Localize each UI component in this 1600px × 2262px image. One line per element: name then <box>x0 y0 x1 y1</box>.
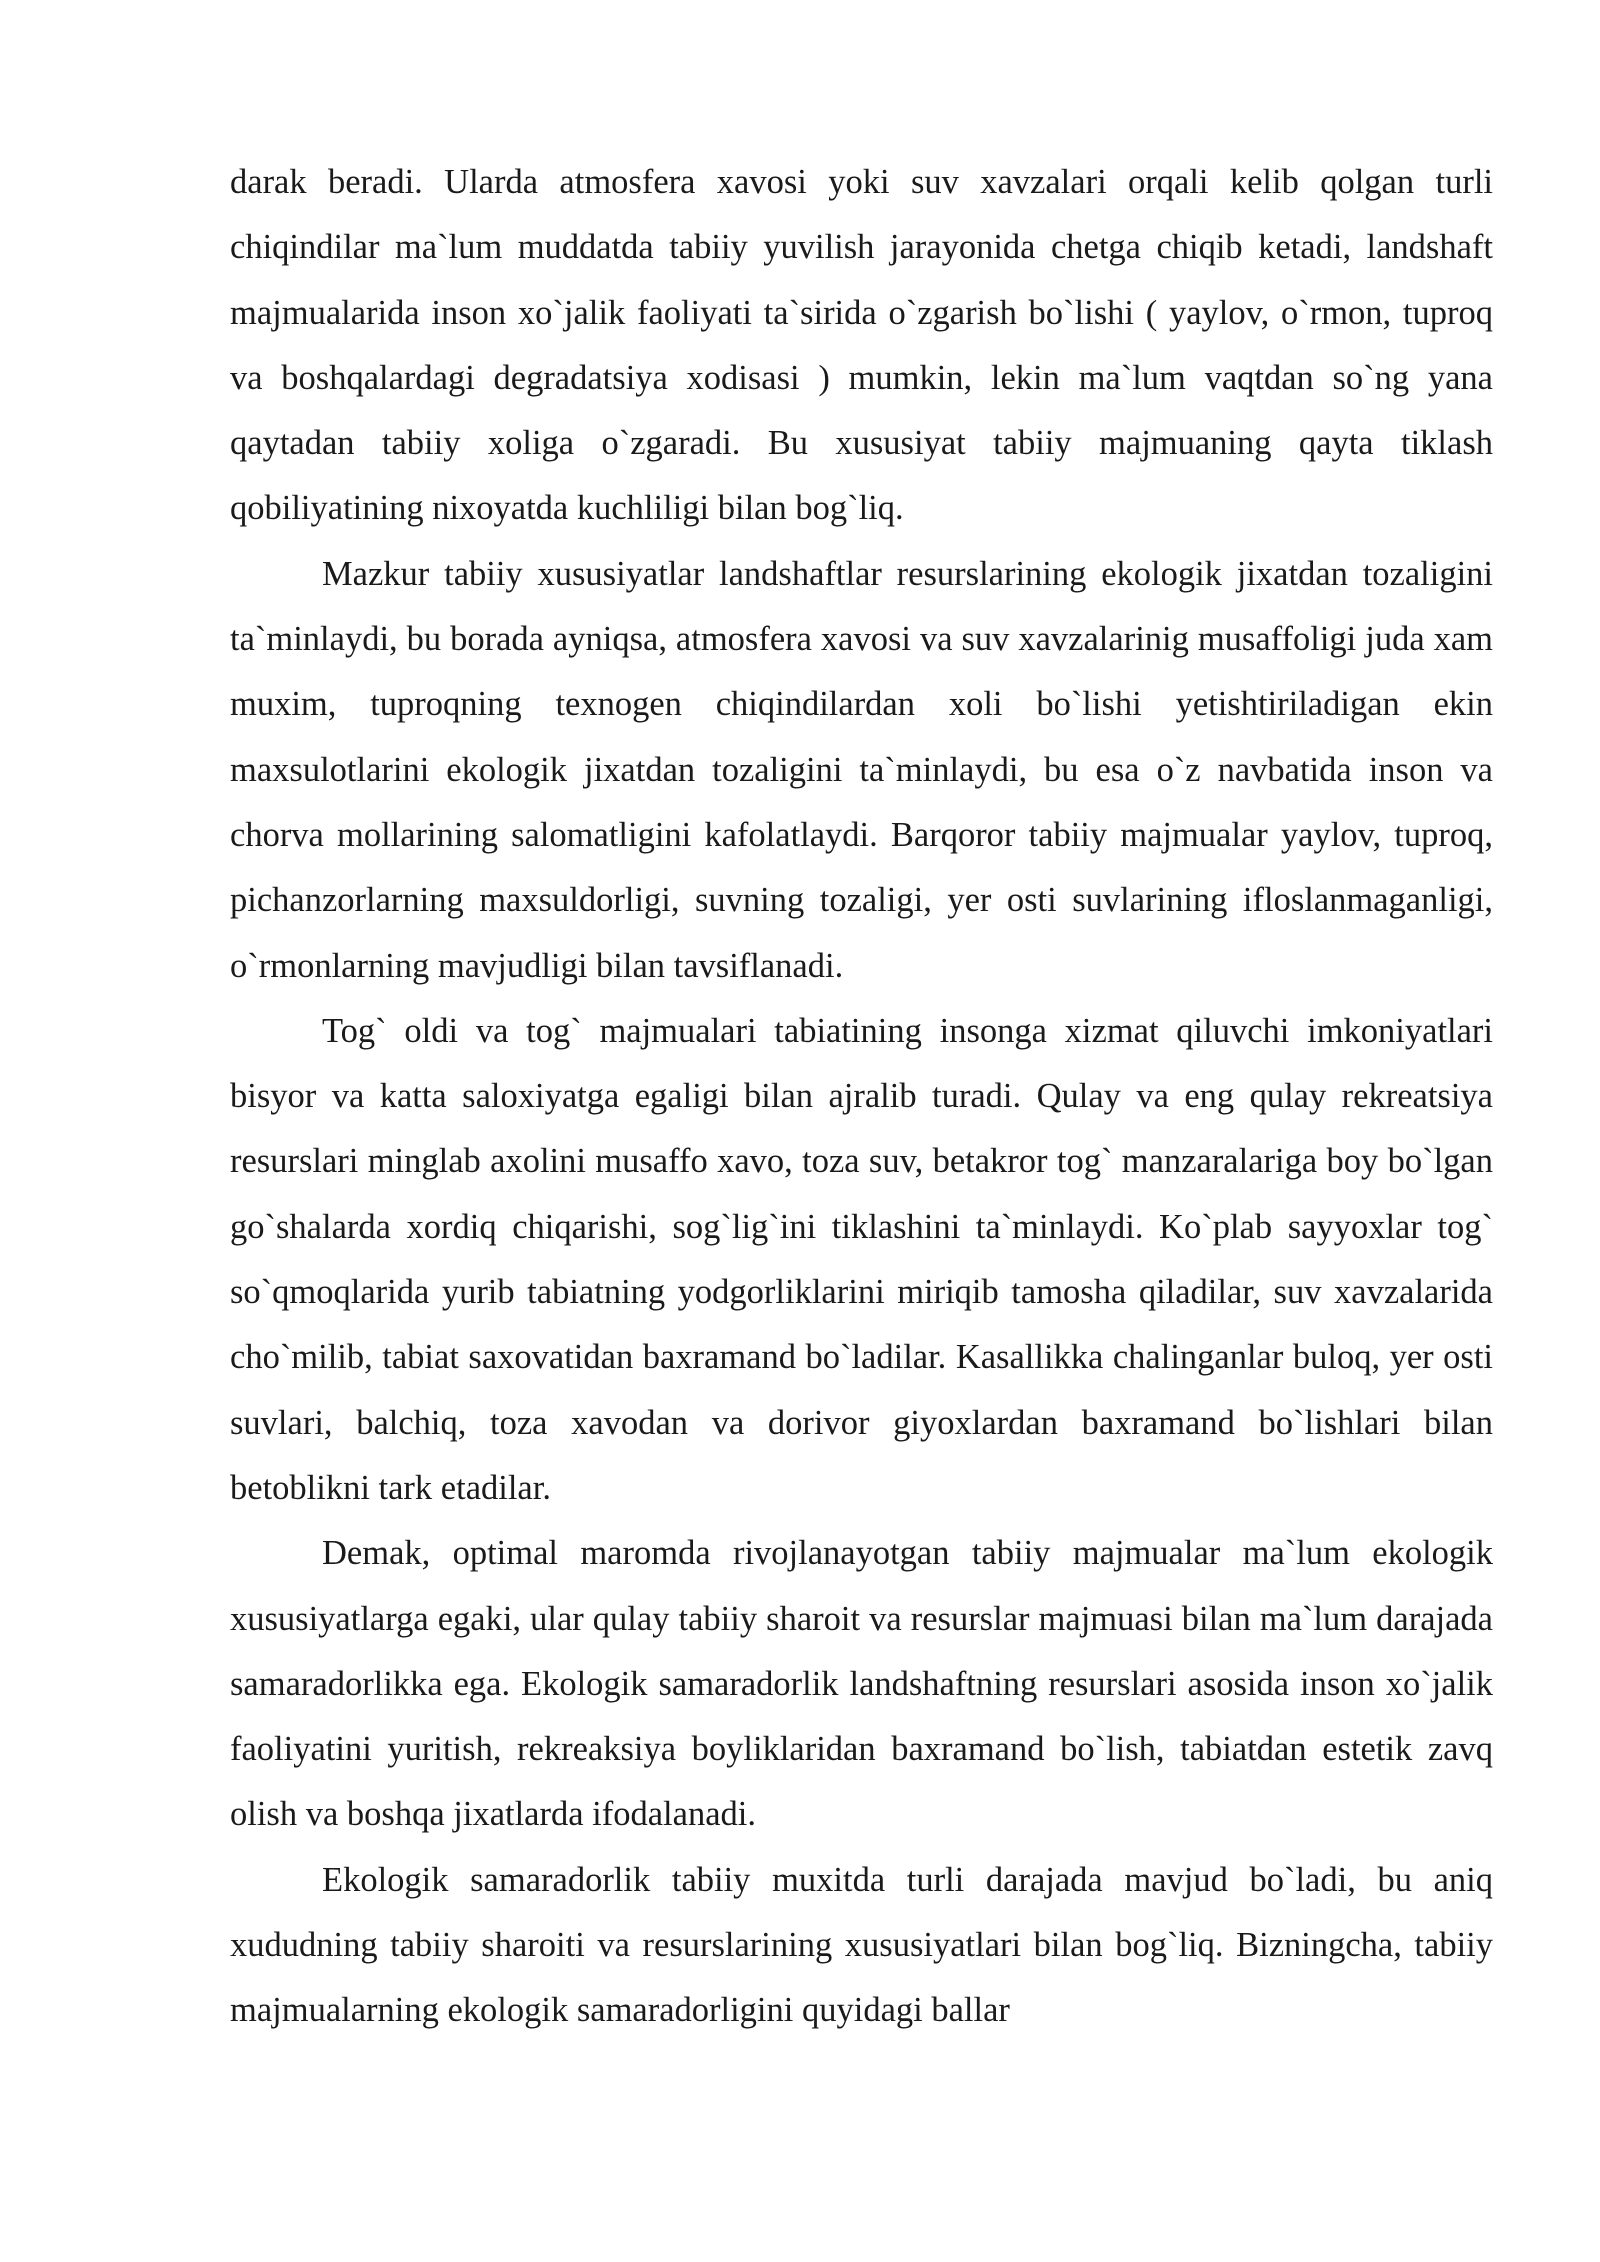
document-body <box>230 150 1493 2044</box>
paragraph-4: Demak, optimal maromda rivojlanayotgan tabiiy majmualar ma`lum ekologik xususiyatlarga egaki, ular qulay tabiiy sharoit va resurslar majmuasi bilan ma`lum darajada samaradorlikka ega. Ekologik samaradorlik landshaftning resurslari asosida inson xo`jalik faoliyatini yuritish, rekreaksiya boyliklaridan baxramand bo`lish, tabiatdan estetik zavq olish va boshqa jixatlarda ifodalanadi. <box>230 1534 1493 1834</box>
paragraph-3: Tog` oldi va tog` majmualari tabiatining insonga xizmat qiluvchi imkoniyatlari bisyor va katta saloxiyatga egaligi bilan ajralib turadi. Qulay va eng qulay rekreatsiya resurslari minglab axolini musaffo xavo, toza suv, betakror tog` manzaralariga boy bo`lgan go`shalarda xordiq chiqarishi, sog`lig`ini tiklashini ta`minlaydi. Ko`plab sayyoxlar tog` so`qmoqlarida yurib tabiatning yodgorliklarini miriqib tamosha qiladilar, suv xavzalarida cho`milib, tabiat saxovatidan baxramand bo`ladilar. Kasallikka chalinganlar buloq, yer osti suvlari, balchiq, toza xavodan va dorivor giyoxlardan baxramand bo`lishlari bilan betoblikni tark etadilar. <box>230 1011 1493 1507</box>
paragraph-1: darak beradi. Ularda atmosfera xavosi yoki suv xavzalari orqali kelib qolgan turli chiqindilar ma`lum muddatda tabiiy yuvilish jarayonida chetga chiqib ketadi, landshaft majmualarida inson xo`jalik faoliyati ta`sirida o`zgarish bo`lishi ( yaylov, o`rmon, tuproq va boshqalardagi degradatsiya xodisasi ) mumkin, lekin ma`lum vaqtdan so`ng yana qaytadan tabiiy xoliga o`zgaradi. Bu xususiyat tabiiy majmuaning qayta tiklash qobiliyatining nixoyatda kuchliligi bilan bog`liq. <box>230 163 1493 528</box>
paragraph-2: Mazkur tabiiy xususiyatlar landshaftlar resurslarining ekologik jixatdan tozaligini ta`minlaydi, bu borada ayniqsa, atmosfera xavosi va suv xavzalarinig musaffoligi juda xam muxim, tuproqning texnogen chiqindilardan xoli bo`lishi yetishtiriladigan ekin maxsulotlarini ekologik jixatdan tozaligini ta`minlaydi, bu esa o`z navbatida inson va chorva mollarining salomatligini kafolatlaydi. Barqoror tabiiy majmualar yaylov, tuproq, pichanzorlarning maxsuldorligi, suvning tozaligi, yer osti suvlarining ifloslanmaganligi, o`rmonlarning mavjudligi bilan tavsiflanadi. <box>230 554 1493 985</box>
paragraph-5: Ekologik samaradorlik tabiiy muxitda turli darajada mavjud bo`ladi, bu aniq xududning tabiiy sharoiti va resurslarining xususiyatlari bilan bog`liq. Bizningcha, tabiiy majmualarning ekologik samaradorligini quyidagi ballar <box>230 1860 1493 2030</box>
